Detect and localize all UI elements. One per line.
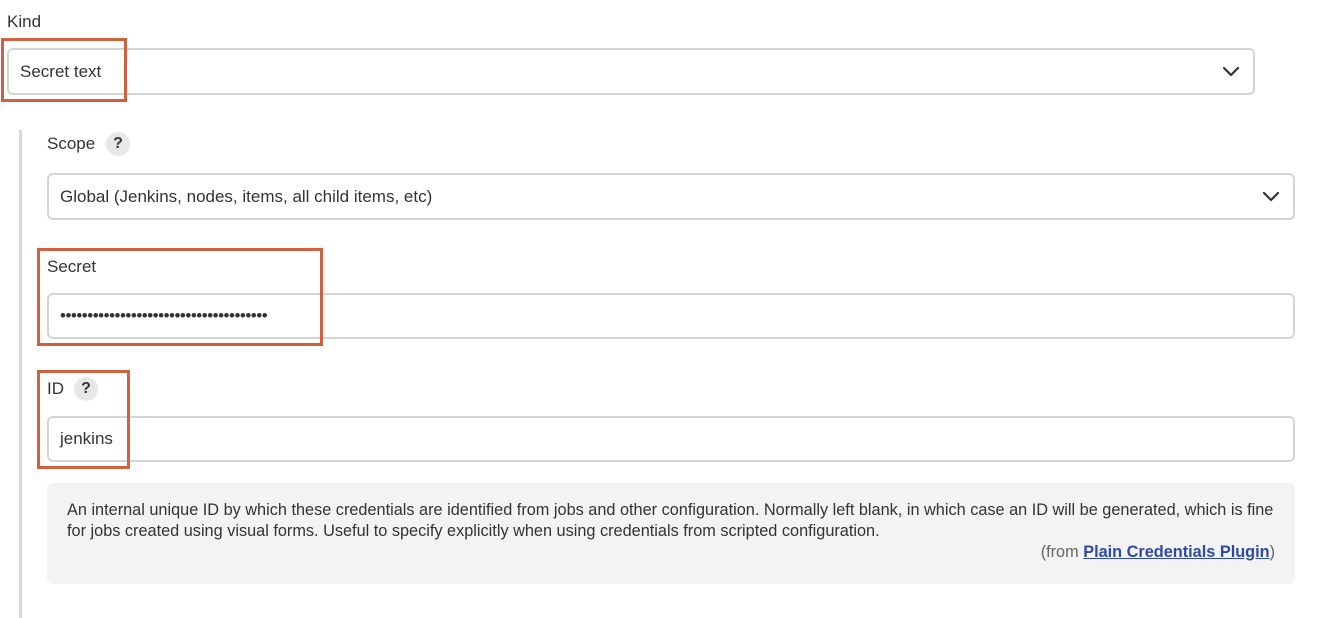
chevron-down-icon (1263, 192, 1279, 202)
kind-select[interactable] (7, 48, 1255, 95)
scope-select[interactable] (47, 173, 1295, 220)
secret-password-input[interactable] (47, 293, 1295, 339)
id-help-icon[interactable]: ? (74, 377, 98, 401)
id-help-panel (47, 483, 1295, 584)
id-input[interactable] (47, 416, 1295, 462)
id-label: ID (47, 379, 64, 398)
scope-label: Scope (47, 134, 96, 153)
chevron-down-icon (1223, 67, 1239, 77)
secret-masked-value: •••••••••••••••••••••••••••••••••••••• (60, 306, 268, 325)
help-source-suffix: ) (1269, 543, 1275, 561)
help-source (67, 542, 1275, 563)
plain-credentials-plugin-link[interactable]: Plain Credentials Plugin (1083, 543, 1270, 561)
secret-label: Secret (47, 257, 97, 276)
scope-selected-value: Global (Jenkins, nodes, items, all child items, etc) (60, 186, 433, 206)
scope-help-icon[interactable]: ? (106, 132, 130, 156)
kind-label: Kind (7, 12, 42, 31)
kind-selected-value: Secret text (20, 61, 102, 81)
id-value: jenkins (60, 429, 113, 448)
id-help-text: An internal unique ID by which these credentials are identified from jobs and other configuration. Normally left blank, in which case an ID will be generated, which is fine for jobs created using visual forms. Useful to specify explicitly when using credentials from scripted configuration. (67, 501, 1274, 540)
help-source-prefix: (from (1040, 543, 1084, 561)
section-divider-bar (19, 130, 22, 618)
